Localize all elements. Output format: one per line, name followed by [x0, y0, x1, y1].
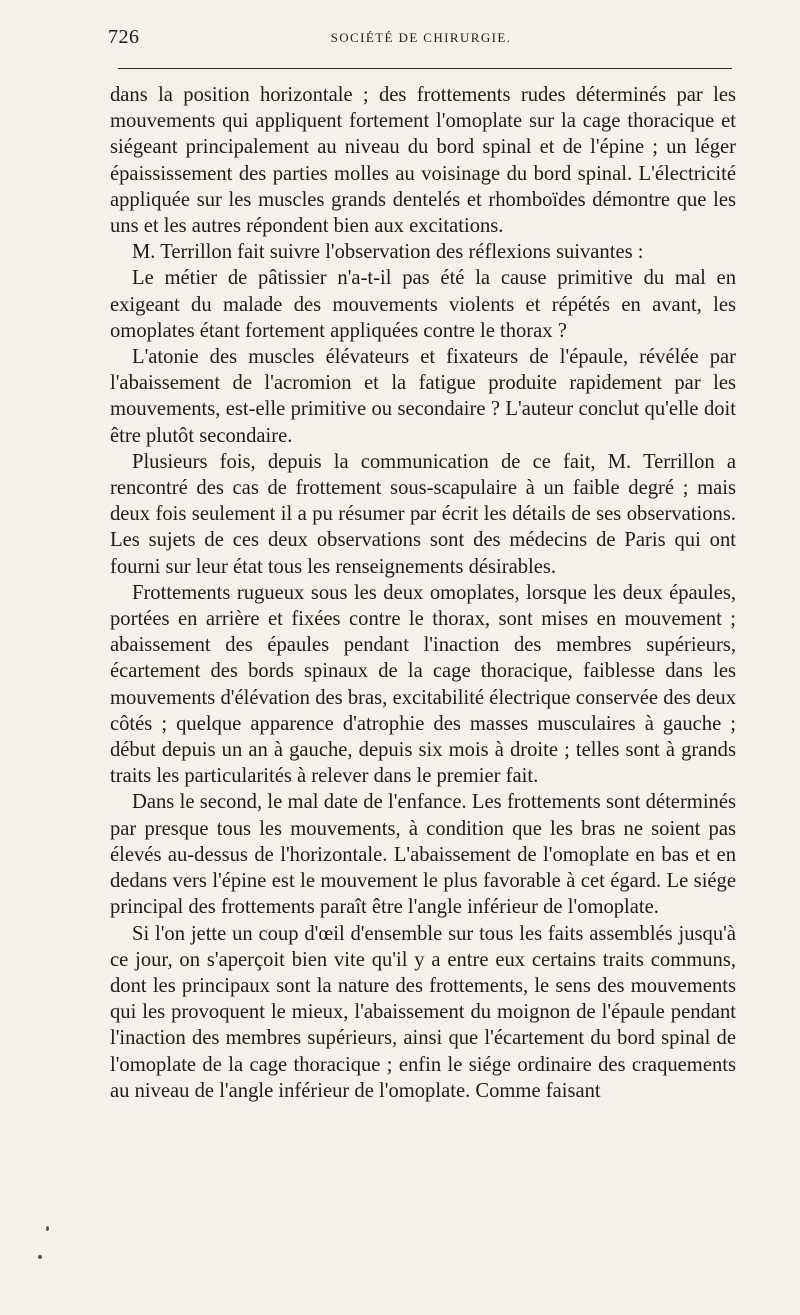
page-header — [108, 26, 734, 54]
ink-speck — [46, 1226, 49, 1231]
running-head: SOCIÉTÉ DE CHIRURGIE. — [330, 30, 512, 45]
paragraph-1: dans la position horizontale ; des frottements rudes déterminés par les mouvements qui appliquent fortement l'omoplate sur la cage thoracique et siégeant principalement au niveau du bord spinal et de l'épine ; un léger épaississement des parties molles au voisinage du bord spinal. L'électricité appliquée sur les muscles grands dentelés et rhomboïdes démontre que les uns et les autres répondent bien aux excitations. — [110, 84, 736, 238]
paragraph-4: L'atonie des muscles élévateurs et fixateurs de l'épaule, révélée par l'abaissement de l'acromion et la fatigue produite rapidement par les mouvements, est-elle primitive ou secondaire ? L'auteur conclut qu'elle doit être plutôt secondaire. — [110, 346, 736, 447]
paragraph-3: Le métier de pâtissier n'a-t-il pas été la cause primitive du mal en exigeant du malade des mouvements violents et répétés en avant, les omoplates étant fortement appliquées contre le thorax ? — [110, 267, 736, 342]
paragraph-8: Si l'on jette un coup d'œil d'ensemble sur tous les faits assemblés jusqu'à ce jour, on s'aperçoit bien vite qu'il y a entre eux certains traits communs, dont les principaux sont la nature des frottements, le sens des mouvements qui les provoquent le mieux, l'abaissement du moignon de l'épaule pendant l'inaction des membres supérieurs, ainsi que l'écartement du bord spinal de l'omoplate de la cage thoracique ; enfin le siége ordinaire des craquements au niveau de l'angle inférieur de l'omoplate. Comme faisant — [110, 922, 736, 1102]
paragraph-6: Frottements rugueux sous les deux omoplates, lorsque les deux épaules, portées en arrière et fixées contre le thorax, sont mises en mouvement ; abaissement des épaules pendant l'inaction des membres supérieurs, écartement des bords spinaux de la cage thoracique, faiblesse dans les mouvements d'élévation des bras, excitabilité électrique conservée des deux côtés ; quelque apparence d'atrophie des masses musculaires à gauche ; début depuis un an à gauche, depuis six mois à droite ; telles sont à grands traits les particularités à relever dans le premier fait. — [110, 581, 736, 788]
paragraph-5: Plusieurs fois, depuis la communication de ce fait, M. Terrillon a rencontré des cas de frottement sous-scapulaire à un faible degré ; mais deux fois seulement il a pu résumer par écrit les détails de ses observations. Les sujets de ces deux observations sont des médecins de Paris qui ont fourni sur leur état tous les renseignements désirables. — [110, 450, 736, 578]
paragraph-2: M. Terrillon fait suivre l'observation des réflexions suivantes : — [132, 241, 644, 264]
header-rule — [118, 68, 732, 69]
page-number: 726 — [108, 26, 140, 48]
body-text — [110, 82, 736, 1104]
paragraph-7: Dans le second, le mal date de l'enfance. Les frottements sont déterminés par presque tous les mouvements, à condition que les bras ne soient pas élevés au-dessus de l'horizontale. L'abaissement de l'omoplate en bas et en dedans vers l'épine est le mouvement le plus favorable à cet égard. Le siége principal des frottements paraît être l'angle inférieur de l'omoplate. — [110, 791, 736, 919]
ink-speck — [38, 1255, 42, 1259]
